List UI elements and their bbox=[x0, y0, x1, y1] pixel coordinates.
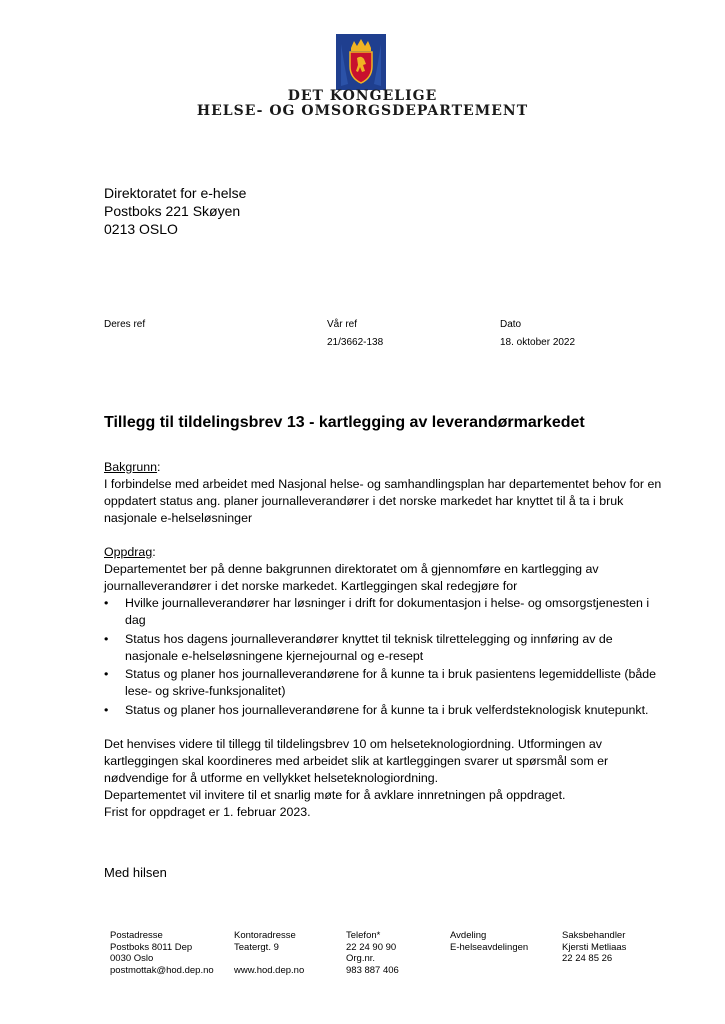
bullet: • bbox=[104, 631, 109, 646]
dato-label: Dato bbox=[500, 319, 522, 330]
var-ref-value: 21/3662-138 bbox=[327, 337, 384, 348]
list-item: • Status og planer hos journalleverandørene for å kunne ta i bruk velferdsteknologisk knutepunkt. bbox=[104, 702, 649, 717]
closing-greeting: Med hilsen bbox=[104, 865, 167, 880]
dato-value: 18. oktober 2022 bbox=[500, 337, 576, 348]
oppdrag-heading: Oppdrag bbox=[104, 545, 153, 559]
footer-telefon: Telefon* 22 24 90 90 Org.nr. 983 887 406 bbox=[346, 930, 399, 976]
list-item: • Status og planer hos journalleverandørene for å kunne ta i bruk pasientens legemiddelliste (både lese- og skrive-funksjonalitet) bbox=[104, 667, 657, 698]
section-bakgrunn bbox=[104, 459, 664, 527]
oppdrag-bullet-list bbox=[104, 595, 664, 719]
recipient-line: Postboks 221 Skøyen bbox=[104, 203, 241, 219]
bakgrunn-heading: Bakgrunn bbox=[104, 460, 158, 474]
bakgrunn-text: I forbindelse med arbeidet med Nasjonal helse- og samhandlingsplan har departementet behov for en oppdatert status ang. planer journalleverandører i det norske markedet har knyttet til å ta i bruk nasjonale e-helseløsninger bbox=[104, 477, 662, 525]
bullet: • bbox=[104, 702, 109, 717]
bullet: • bbox=[104, 596, 109, 610]
section-oppdrag bbox=[104, 544, 664, 719]
footer-saksbehandler: Saksbehandler Kjersti Metliaas 22 24 85 26 bbox=[562, 930, 627, 964]
recipient-line: Direktoratet for e-helse bbox=[104, 185, 247, 201]
recipient-line: 0213 OSLO bbox=[104, 221, 178, 237]
oppdrag-colon: : bbox=[152, 545, 156, 559]
letter-title: Tillegg til tildelingsbrev 13 - kartlegging av leverandørmarkedet bbox=[104, 414, 585, 431]
coat-of-arms-logo bbox=[336, 34, 386, 90]
footer-kontoradresse: Kontoradresse Teatergt. 9 www.hod.dep.no bbox=[234, 930, 305, 976]
list-item: • Hvilke journalleverandører har løsninger i drift for dokumentasjon i helse- og omsorgstjenesten i dag bbox=[104, 596, 650, 627]
var-ref-label: Vår ref bbox=[327, 319, 358, 330]
footer-postadresse: Postadresse Postboks 8011 Dep 0030 Oslo postmottak@hod.dep.no bbox=[110, 930, 214, 976]
paragraph-deadline: Frist for oppdraget er 1. februar 2023. bbox=[104, 804, 311, 819]
letter-body bbox=[104, 459, 664, 821]
deres-ref-label: Deres ref bbox=[104, 319, 146, 330]
ministry-name-line1: DET KONGELIGE bbox=[287, 88, 438, 104]
bakgrunn-colon: : bbox=[157, 460, 161, 474]
ministry-name-line2: HELSE- OG OMSORGSDEPARTEMENT bbox=[196, 103, 529, 119]
paragraph-helseteknologi: Det henvises videre til tillegg til tildelingsbrev 10 om helseteknologiordning. Utformingen av kartleggingen skal koordineres med arbeidet slik at kartleggingen svarer ut spørsmål som er nødvendige for å utforme en vellykket helseteknologiordning. bbox=[104, 736, 609, 785]
footer-avdeling: Avdeling E-helseavdelingen bbox=[450, 930, 529, 953]
recipient-address bbox=[104, 184, 246, 238]
oppdrag-text: Departementet ber på denne bakgrunnen direktoratet om å gjennomføre en kartlegging av journalleverandører i det norske markedet. Kartleggingen skal redegjøre for bbox=[104, 562, 599, 593]
paragraph-invitation: Departementet vil invitere til et snarlig møte for å avklare innretningen på oppdraget. bbox=[104, 787, 566, 802]
list-item: • Status hos dagens journalleverandører knyttet til teknisk tilrettelegging og innføring av de nasjonale e-helseløsningene kjernejournal og e-resept bbox=[104, 631, 613, 663]
bullet: • bbox=[104, 667, 109, 681]
